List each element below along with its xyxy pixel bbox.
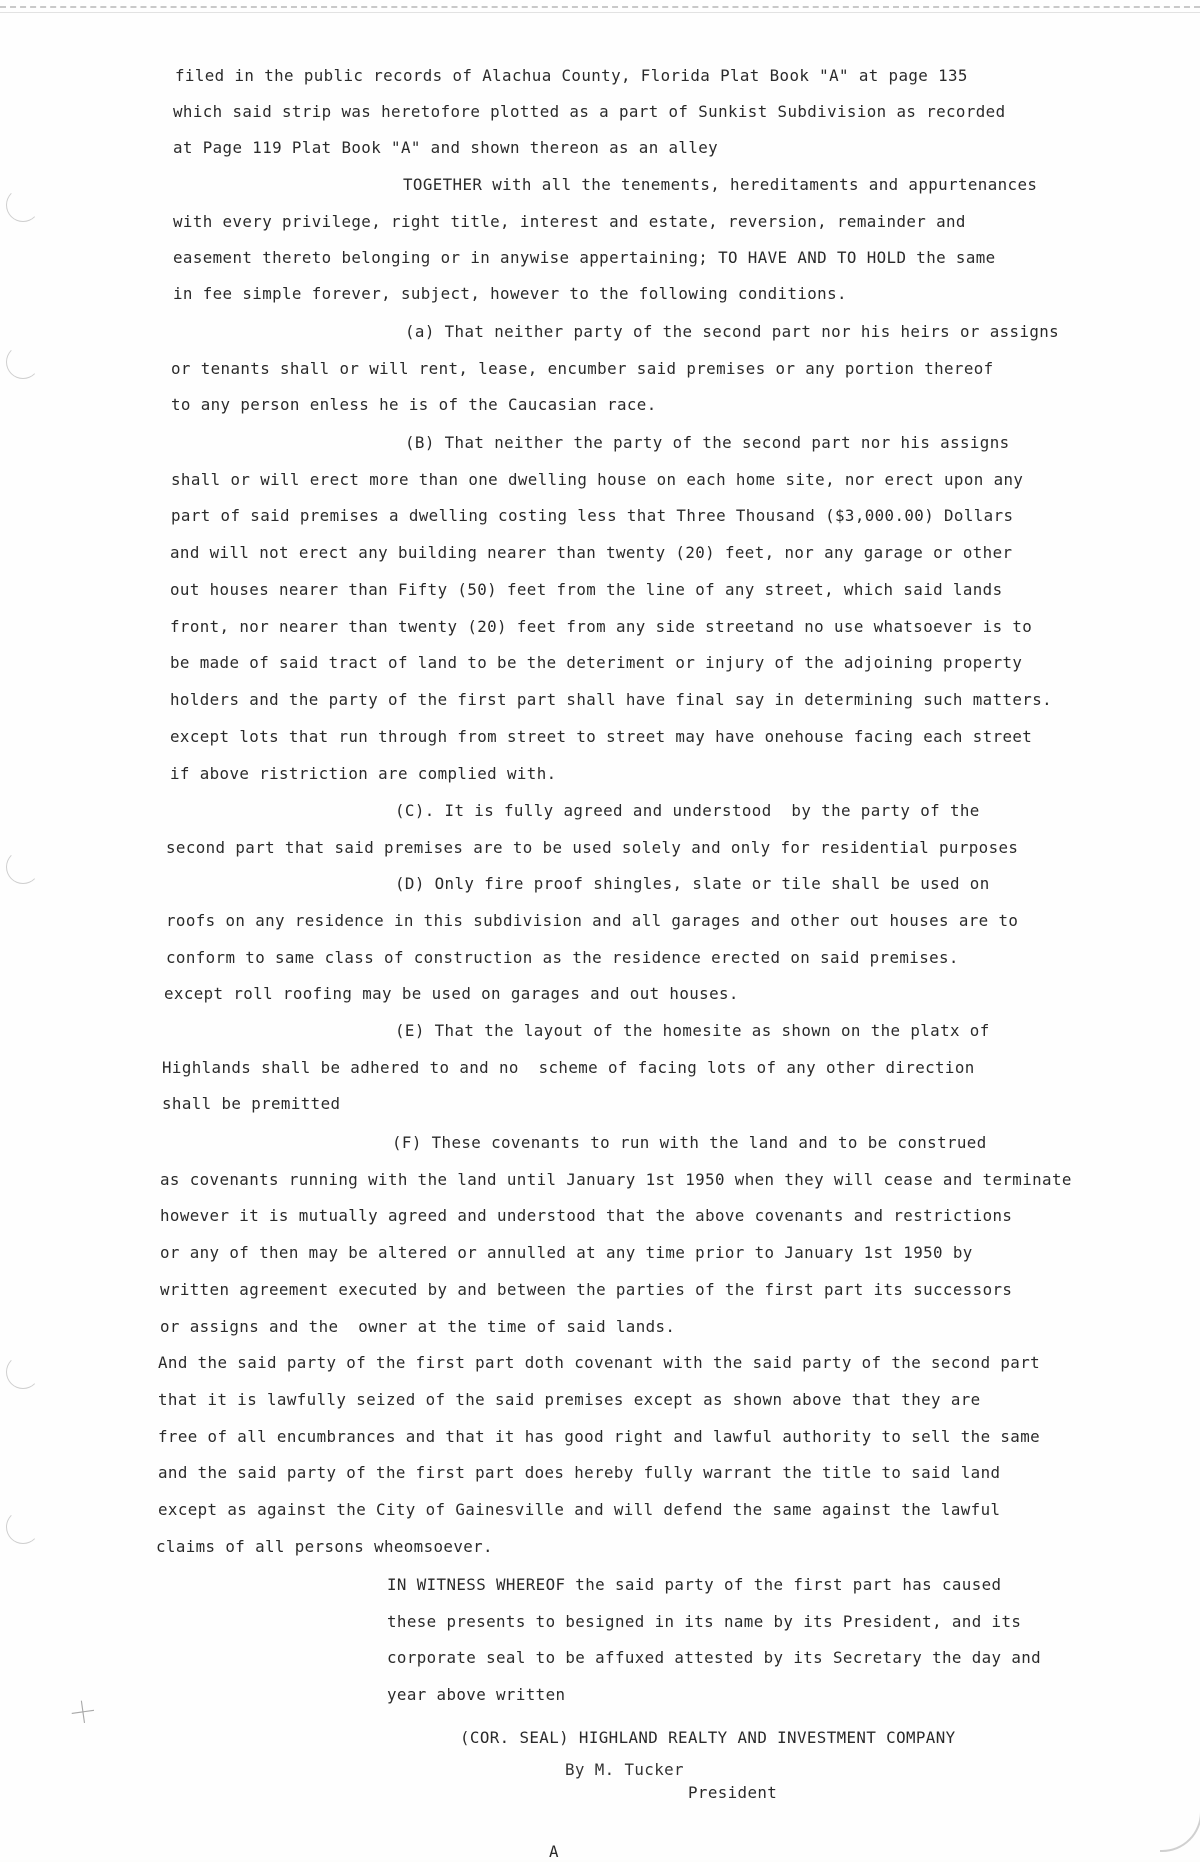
- text-line: part of said premises a dwelling costing less that Three Thousand ($3,000.00) Dollars: [171, 506, 1014, 525]
- text-line: claims of all persons wheomsoever.: [156, 1537, 493, 1556]
- punch-hole-mark: [6, 1355, 40, 1389]
- corporate-seal-line: (COR. SEAL) HIGHLAND REALTY AND INVESTMENT COMPANY: [460, 1728, 956, 1747]
- text-line: or any of then may be altered or annulled at any time prior to January 1st 1950 by: [160, 1243, 973, 1262]
- text-line: or assigns and the owner at the time of said lands.: [160, 1317, 676, 1336]
- text-line: (D) Only fire proof shingles, slate or tile shall be used on: [395, 874, 990, 893]
- text-line: shall be premitted: [162, 1094, 341, 1113]
- text-line: which said strip was heretofore plotted as a part of Sunkist Subdivision as recorded: [173, 102, 1006, 121]
- text-line: TOGETHER with all the tenements, hereditaments and appurtenances: [403, 175, 1038, 194]
- punch-hole-mark: [6, 1510, 40, 1544]
- text-line: holders and the party of the first part shall have final say in determining such matters.: [170, 690, 1053, 709]
- text-line: in fee simple forever, subject, however to the following conditions.: [173, 284, 847, 303]
- text-line: or tenants shall or will rent, lease, encumber said premises or any portion thereof: [171, 359, 994, 378]
- text-line: roofs on any residence in this subdivision and all garages and other out houses are to: [166, 911, 1019, 930]
- text-line: to any person enless he is of the Caucasian race.: [171, 395, 657, 414]
- text-line: except lots that run through from street to street may have onehouse facing each street: [170, 727, 1033, 746]
- page-mark: A: [549, 1842, 559, 1861]
- text-line: (B) That neither the party of the second part nor his assigns: [405, 433, 1010, 452]
- text-line: front, nor nearer than twenty (20) feet from any side streetand no use whatsoever is to: [170, 617, 1033, 636]
- text-line: except roll roofing may be used on garages and out houses.: [164, 984, 739, 1003]
- text-line: easement thereto belonging or in anywise appertaining; TO HAVE AND TO HOLD the same: [173, 248, 996, 267]
- text-line: filed in the public records of Alachua County, Florida Plat Book "A" at page 135: [175, 66, 968, 85]
- text-line: free of all encumbrances and that it has good right and lawful authority to sell the same: [158, 1427, 1041, 1446]
- text-line: these presents to besigned in its name by its President, and its: [387, 1612, 1022, 1631]
- text-line: Highlands shall be adhered to and no scheme of facing lots of any other direction: [162, 1058, 975, 1077]
- signer-title: President: [688, 1783, 778, 1802]
- text-line: year above written: [387, 1685, 566, 1704]
- punch-hole-mark: [6, 850, 40, 884]
- page-corner-edge: [1160, 1720, 1200, 1852]
- text-line: and will not erect any building nearer than twenty (20) feet, nor any garage or other: [170, 543, 1013, 562]
- text-line: second part that said premises are to be used solely and only for residential purposes: [166, 838, 1019, 857]
- text-line: conform to same class of construction as the residence erected on said premises.: [166, 948, 959, 967]
- text-line: and the said party of the first part does hereby fully warrant the title to said land: [158, 1463, 1001, 1482]
- text-line: however it is mutually agreed and understood that the above covenants and restrictions: [160, 1206, 1013, 1225]
- text-line: And the said party of the first part doth covenant with the said party of the second part: [158, 1353, 1041, 1372]
- margin-pencil-mark: 🞡: [67, 1690, 99, 1734]
- punch-hole-mark: [6, 345, 40, 379]
- text-line: if above ristriction are complied with.: [170, 764, 557, 783]
- text-line: be made of said tract of land to be the deteriment or injury of the adjoining property: [170, 653, 1023, 672]
- text-line: at Page 119 Plat Book "A" and shown thereon as an alley: [173, 138, 719, 157]
- text-line: with every privilege, right title, interest and estate, reversion, remainder and: [173, 212, 966, 231]
- signature-by: By M. Tucker: [565, 1760, 684, 1779]
- text-line: that it is lawfully seized of the said premises except as shown above that they are: [158, 1390, 981, 1409]
- text-line: shall or will erect more than one dwelling house on each home site, nor erect upon any: [171, 470, 1024, 489]
- text-line: IN WITNESS WHEREOF the said party of the first part has caused: [387, 1575, 1002, 1594]
- text-line: out houses nearer than Fifty (50) feet from the line of any street, which said lands: [170, 580, 1003, 599]
- top-edge-rule-secondary: [0, 12, 1200, 13]
- text-line: (E) That the layout of the homesite as shown on the platx of: [395, 1021, 990, 1040]
- text-line: as covenants running with the land until January 1st 1950 when they will cease and terminate: [160, 1170, 1072, 1189]
- text-line: (C). It is fully agreed and understood by the party of the: [395, 801, 980, 820]
- punch-hole-mark: [6, 188, 40, 222]
- text-line: corporate seal to be affuxed attested by its Secretary the day and: [387, 1648, 1042, 1667]
- text-line: written agreement executed by and between the parties of the first part its successors: [160, 1280, 1013, 1299]
- text-line: (a) That neither party of the second part nor his heirs or assigns: [405, 322, 1060, 341]
- text-line: except as against the City of Gainesville and will defend the same against the lawful: [158, 1500, 1001, 1519]
- top-edge-rule: [0, 6, 1200, 8]
- text-line: (F) These covenants to run with the land and to be construed: [392, 1133, 987, 1152]
